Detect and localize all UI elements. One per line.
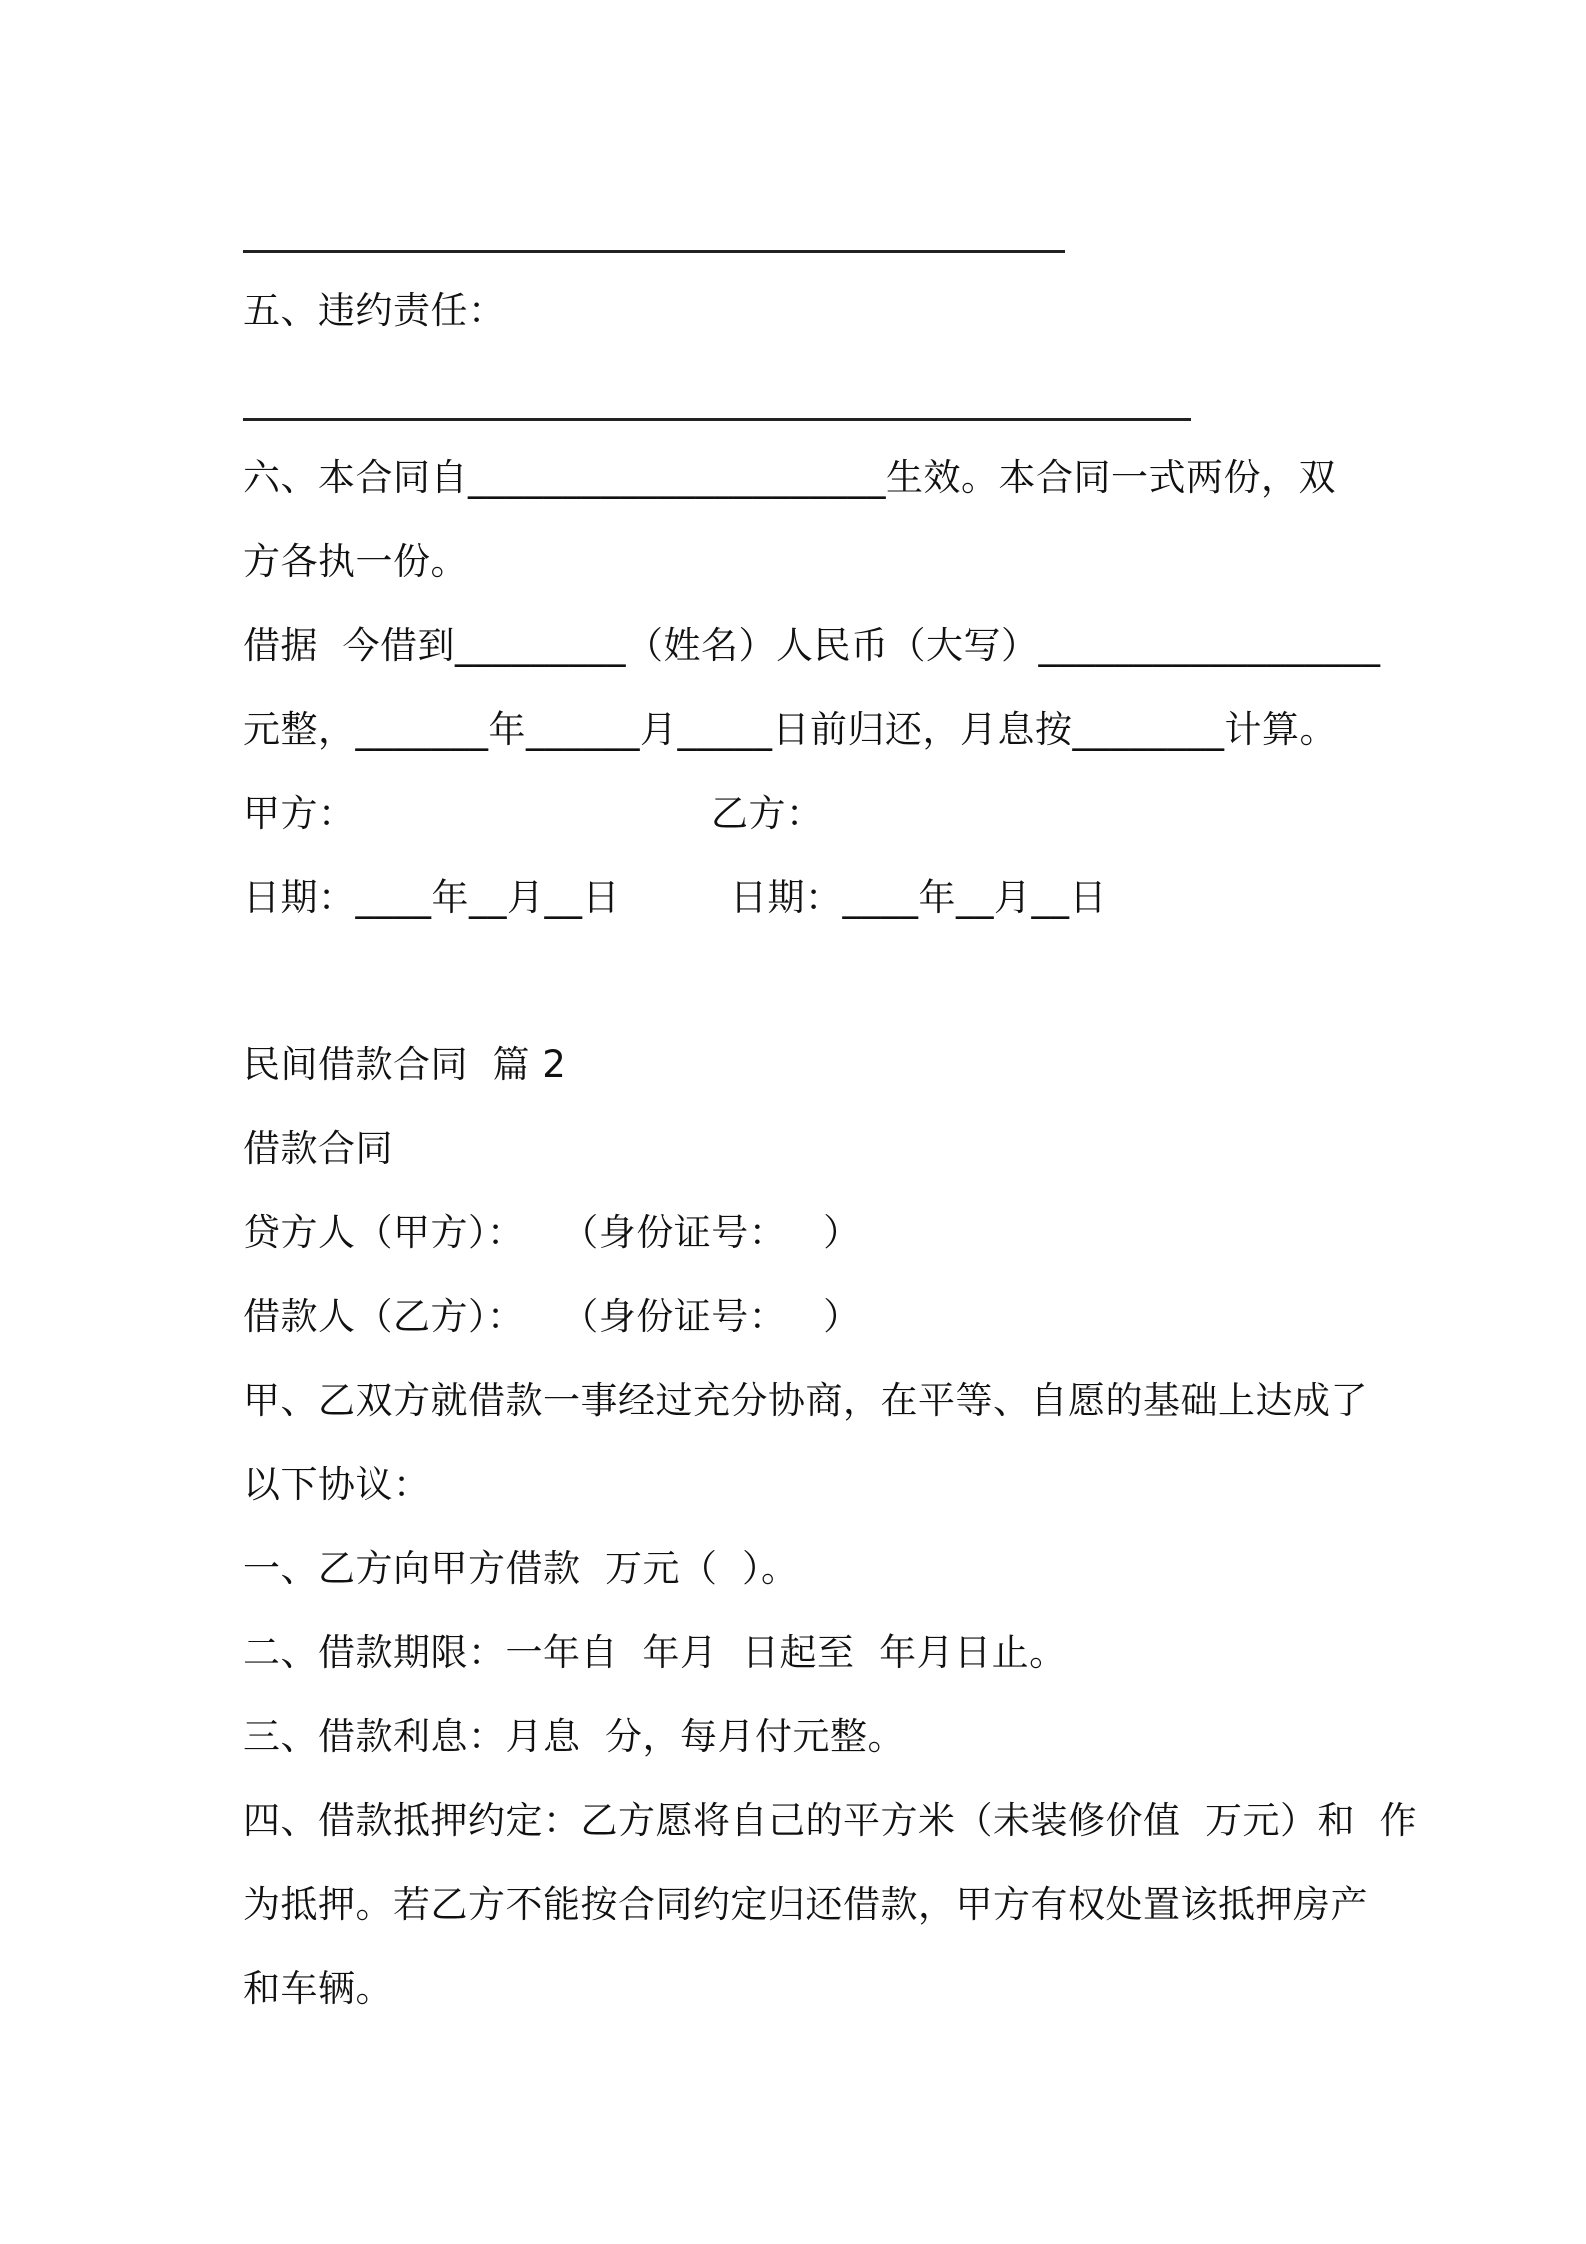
date-a: 日期：____年__月__日 bbox=[243, 876, 620, 919]
party-b-label: 乙方： bbox=[711, 792, 824, 835]
clause-effective-cont: 方各执一份。 bbox=[243, 540, 468, 583]
clause-breach-heading: 五、违约责任： bbox=[243, 289, 506, 332]
party-a-label: 甲方： bbox=[243, 792, 356, 835]
clause-4-line-2: 为抵押。若乙方不能按合同约定归还借款，甲方有权处置该抵押房产 bbox=[243, 1883, 1368, 1926]
intro-line-1: 甲、乙双方就借款一事经过充分协商，在平等、自愿的基础上达成了 bbox=[243, 1379, 1368, 1422]
borrower-line: 借款人（乙方）： （身份证号： ） bbox=[243, 1295, 861, 1338]
blank-rule-breach bbox=[243, 418, 1191, 421]
clause-3: 三、借款利息：月息 分，每月付元整。 bbox=[243, 1715, 906, 1758]
blank-rule-top bbox=[243, 250, 1065, 253]
clause-2: 二、借款期限：一年自 年月 日起至 年月日止。 bbox=[243, 1631, 1067, 1674]
iou-line-2: 元整，_______年______月_____日前归还，月息按________计算。 bbox=[243, 708, 1337, 751]
date-b: 日期：____年__月__日 bbox=[730, 876, 1107, 919]
lender-line: 贷方人（甲方）： （身份证号： ） bbox=[243, 1211, 861, 1254]
clause-4-line-1: 四、借款抵押约定：乙方愿将自己的平方米（未装修价值 万元）和 作 bbox=[243, 1799, 1418, 1842]
iou-line-1: 借据 今借到_________（姓名）人民币（大写）__________________ bbox=[243, 624, 1381, 667]
intro-line-2: 以下协议： bbox=[243, 1463, 431, 1506]
contract-title: 借款合同 bbox=[243, 1127, 393, 1170]
clause-4-line-3: 和车辆。 bbox=[243, 1967, 393, 2010]
clause-1: 一、乙方向甲方借款 万元（ ）。 bbox=[243, 1547, 799, 1590]
clause-effective: 六、本合同自______________________生效。本合同一式两份，双 bbox=[243, 456, 1336, 499]
section-heading: 民间借款合同 篇 2 bbox=[243, 1043, 567, 1086]
